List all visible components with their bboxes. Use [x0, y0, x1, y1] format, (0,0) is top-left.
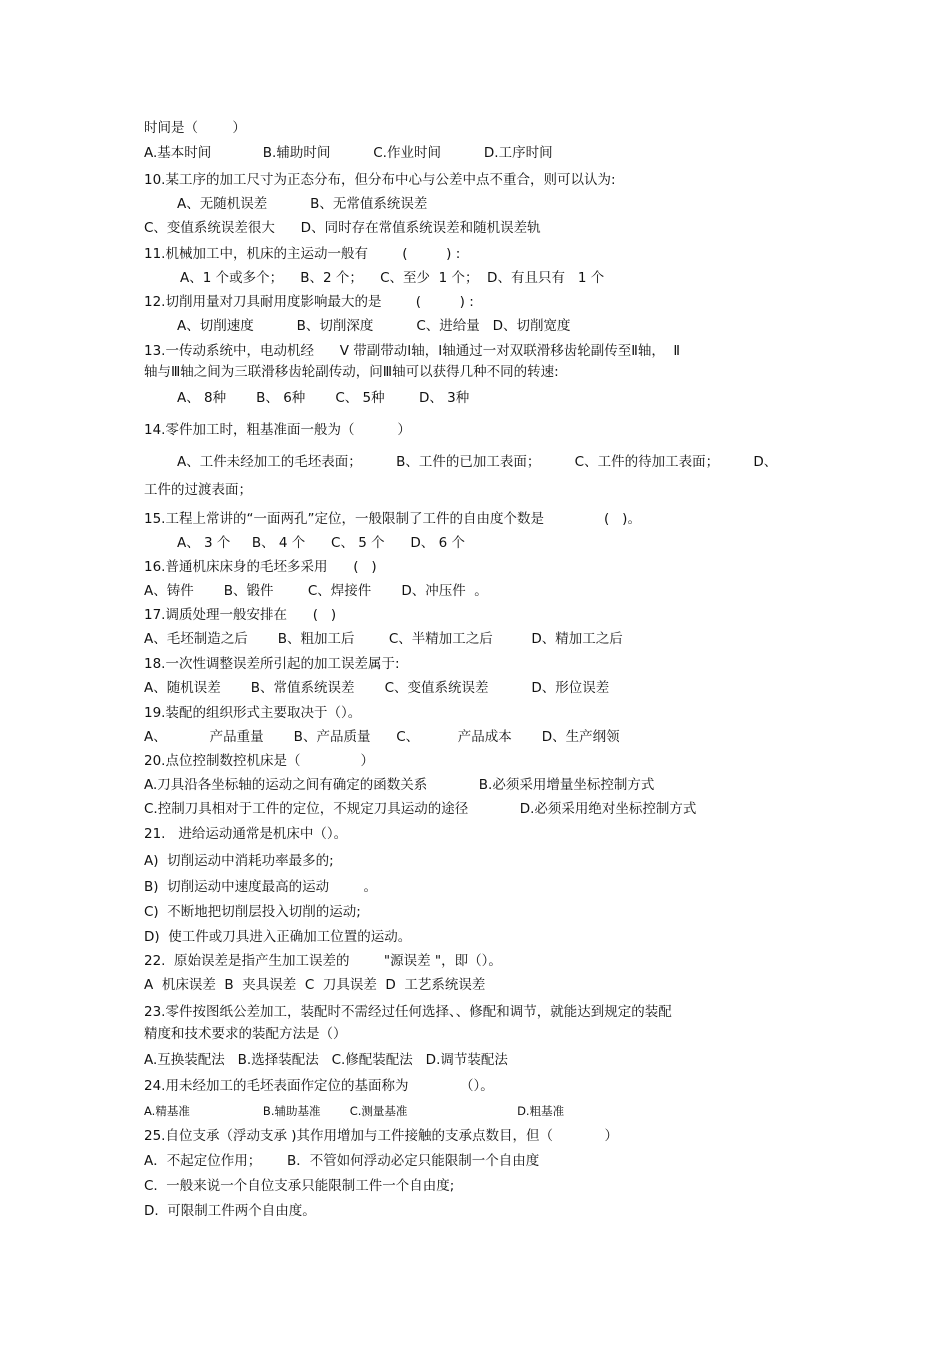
- question-17: 17.调质处理一般安排在 ( ): [144, 607, 337, 623]
- options-line: A、随机误差 B、常值系统误差 C、变值系统误差 D、形位误差: [144, 680, 610, 696]
- option-d: D) 使工件或刀具进入正确加工位置的运动。: [144, 929, 412, 945]
- options-line: C.控制刀具相对于工件的定位，不规定刀具运动的途径 D.必须采用绝对坐标控制方式: [144, 801, 697, 817]
- question-23: 23.零件按图纸公差加工，装配时不需经过任何选择、、修配和调节，就能达到规定的装配: [144, 1004, 672, 1020]
- question-11: 11.机械加工中，机床的主运动一般有 ( ) :: [144, 246, 461, 262]
- options-line: A、无随机误差 B、无常值系统误差: [177, 196, 428, 212]
- option-c: C) 不断地把切削层投入切削的运动;: [144, 904, 361, 920]
- text-line: 时间是（ ）: [144, 120, 246, 136]
- options-line: A、毛坯制造之后 B、粗加工后 C、半精加工之后 D、精加工之后: [144, 631, 623, 647]
- question-14: 14.零件加工时，粗基准面一般为（ ）: [144, 422, 411, 438]
- question-13: 13.一传动系统中，电动机经 V 带副带动Ⅰ轴，Ⅰ轴通过一对双联滑移齿轮副传至Ⅱ轴， Ⅱ: [144, 343, 681, 359]
- options-line: A、切削速度 B、切削深度 C、进给量 D、切削宽度: [177, 318, 571, 334]
- question-20: 20.点位控制数控机床是（ ）: [144, 753, 375, 769]
- options-line: A 机床误差 B 夹具误差 C 刀具误差 D 工艺系统误差: [144, 977, 486, 993]
- options-line: C、变值系统误差很大 D、同时存在常值系统误差和随机误差轨: [144, 220, 541, 236]
- question-25: 25.自位支承（浮动支承 )其作用增加与工件接触的支承点数目，但（ ）: [144, 1128, 619, 1144]
- option-c: C. 一般来说一个自位支承只能限制工件一个自由度;: [144, 1178, 455, 1194]
- options-line: A、 8种 B、 6种 C、 5种 D、 3种: [177, 390, 470, 406]
- options-line: A、铸件 B、锻件 C、焊接件 D、冲压件 。: [144, 583, 488, 599]
- option-a: A．不起定位作用； B．不管如何浮动必定只能限制一个自由度: [144, 1153, 540, 1169]
- question-13-cont: 轴与Ⅲ轴之间为三联滑移齿轮副传动，问Ⅲ轴可以获得几种不同的转速:: [144, 364, 559, 380]
- option-a: A) 切削运动中消耗功率最多的;: [144, 853, 334, 869]
- options-line: A、工件未经加工的毛坯表面； B、工件的已加工表面； C、工件的待加工表面； D、: [177, 454, 778, 470]
- question-10: 10.某工序的加工尺寸为正态分布，但分布中心与公差中点不重合，则可以认为:: [144, 172, 616, 188]
- options-line: A.精基准 B.辅助基准 C.测量基准 D.粗基准: [144, 1104, 565, 1118]
- question-23-cont: 精度和技术要求的装配方法是（）: [144, 1026, 347, 1042]
- options-line: A、 3 个 B、 4 个 C、 5 个 D、 6 个: [177, 535, 465, 551]
- options-line: A.基本时间 B.辅助时间 C.作业时间 D.工序时间: [144, 145, 553, 161]
- option-b: B) 切削运动中速度最高的运动 。: [144, 879, 377, 895]
- question-22: 22. 原始误差是指产生加工误差的 "源误差 "，即（）。: [144, 953, 502, 969]
- question-19: 19.装配的组织形式主要取决于（）。: [144, 705, 362, 721]
- question-21: 21. 进给运动通常是机床中（）。: [144, 826, 348, 842]
- options-line: A、1 个或多个； B、2 个； C、至少 1 个； D、有且只有 1 个: [180, 270, 605, 286]
- question-24: 24.用未经加工的毛坯表面作定位的基面称为 （）。: [144, 1078, 494, 1094]
- option-d: D. 可限制工件两个自由度。: [144, 1203, 316, 1219]
- question-16: 16.普通机床床身的毛坯多采用 ( ): [144, 559, 377, 575]
- options-line-cont: 工件的过渡表面；: [144, 482, 252, 498]
- options-line: A.互换装配法 B.选择装配法 C.修配装配法 D.调节装配法: [144, 1052, 508, 1068]
- question-12: 12.切削用量对刀具耐用度影响最大的是 ( ) :: [144, 294, 474, 310]
- options-line: A、 产品重量 B、产品质量 C、 产品成本 D、生产纲领: [144, 729, 620, 745]
- options-line: A.刀具沿各坐标轴的运动之间有确定的函数关系 B.必须采用增量坐标控制方式: [144, 777, 655, 793]
- question-15: 15.工程上常讲的“一面两孔”定位，一般限制了工件的自由度个数是 ( )。: [144, 511, 641, 527]
- question-18: 18.一次性调整误差所引起的加工误差属于:: [144, 656, 400, 672]
